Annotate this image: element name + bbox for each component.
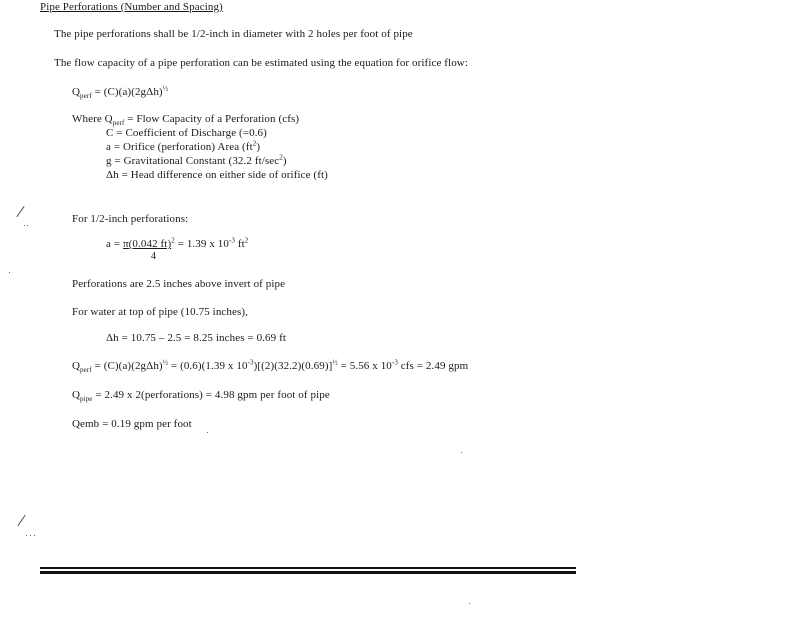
footer-rule <box>40 567 576 569</box>
orifice-equation: $Q_{perf} = (C)(a)(2g\Delta h)^{\frac{1}{2}}$ <box>72 84 169 101</box>
where-head-difference: Δh = Head difference on either side of orifice (ft) <box>106 169 328 181</box>
qperf-calculation: $Q_{perf} = (C)(a)(2g\Delta h)^{\frac{1}{2}} = (0.6)(1.39$ x $10^{-3})[(2)(32.2)(0.69)]^{\frac{1}{2}} = 5.56$ x $10^{-3}$ cfs = 2.49 gpm <box>72 358 469 375</box>
half-inch-label: For 1/2-inch perforations: <box>72 213 189 225</box>
area-calculation: $a = \frac{\pi(0.042 ft)}{4}$ $^2$ = 1.39 x $10^{-3}$ $ft^2$ <box>106 236 249 262</box>
margin-dot <box>207 432 208 433</box>
head-difference-calc: Δh = 10.75 – 2.5 = 8.25 inches = 0.69 ft <box>106 332 287 344</box>
margin-dot <box>461 452 462 453</box>
area-denominator: 4 <box>151 251 157 262</box>
where-area: a = Orifice (perforation) Area $(ft^2)$ <box>106 139 261 153</box>
margin-dot <box>469 603 470 604</box>
margin-dot <box>27 225 28 226</box>
perforation-spec: The pipe perforations shall be 1/2-inch in diameter with 2 holes per foot of pipe <box>54 28 413 40</box>
water-top: For water at top of pipe (10.75 inches), <box>72 306 248 318</box>
qemb-value: Qemb = 0.19 gpm per foot <box>72 418 192 430</box>
where-qperf: Where $Q_{perf}$ = Flow Capacity of a Perforation (cfs) <box>72 113 300 128</box>
margin-mark <box>17 515 25 526</box>
where-gravity: g = Gravitational Constant (32.2 $ft/\sec^2$) <box>106 153 287 167</box>
margin-mark <box>16 206 24 217</box>
heading: Pipe Perforations (Number and Spacing) <box>40 1 223 13</box>
footer-rule-thick <box>40 571 576 574</box>
flow-capacity-intro: The flow capacity of a pipe perforation can be estimated using the equation for orifice flow: <box>54 57 469 69</box>
margin-dot <box>34 535 35 536</box>
invert-height: Perforations are 2.5 inches above invert of pipe <box>72 278 286 290</box>
margin-dot <box>30 535 31 536</box>
margin-dot <box>26 535 27 536</box>
where-coefficient: C = Coefficient of Discharge (=0.6) <box>106 127 267 139</box>
margin-dot <box>9 272 10 273</box>
margin-dot <box>24 225 25 226</box>
qpipe-calculation: $Q_{pipe} = 2.49$ x 2(perforations) = 4.98 gpm per foot of pipe <box>72 389 330 404</box>
